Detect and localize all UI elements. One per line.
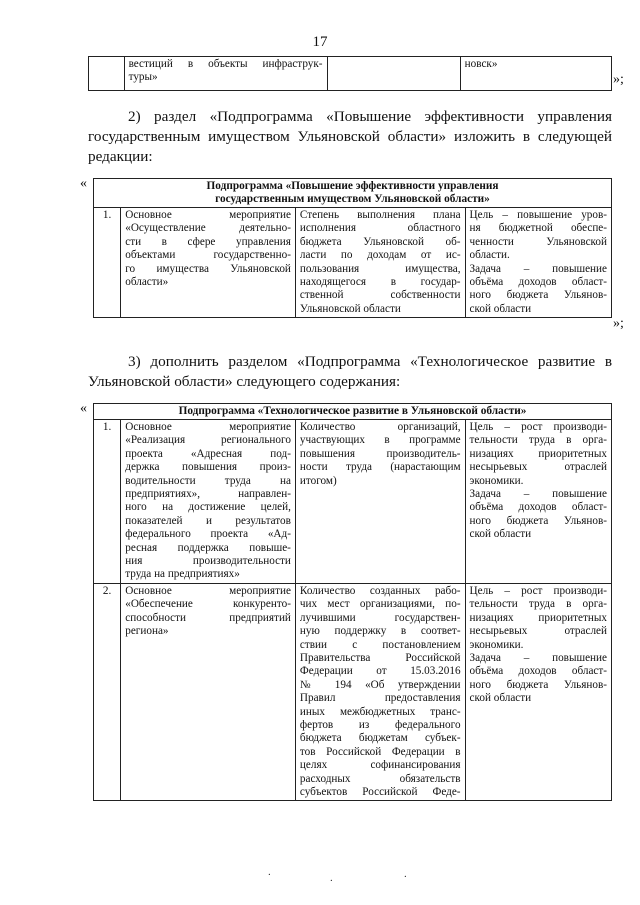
text-line: труда на предприятиях» <box>125 568 240 581</box>
table-cell <box>121 583 296 801</box>
text-line: Правительства Российской <box>299 651 461 664</box>
scan-speck: . <box>268 866 271 878</box>
text-line: фертов из федерального <box>299 718 461 731</box>
text-line: федерального проекта «Ад- <box>125 528 291 541</box>
text-line: ской области <box>469 302 532 315</box>
text-line: Цель – рост производи- <box>469 421 607 433</box>
text-line: Цель – рост производи- <box>469 584 607 597</box>
text-line: «Осуществление деятельно- <box>125 222 291 235</box>
text-line: Задача – повышение <box>469 488 607 501</box>
text-line: несырьевых отраслей <box>469 461 607 474</box>
scan-speck: . <box>404 868 407 880</box>
text-line: низациях приоритетных <box>469 447 607 460</box>
table-cell <box>465 420 611 584</box>
text-line: Основное мероприятие <box>125 584 291 597</box>
text-line: новск» <box>464 58 498 70</box>
text-line: Задача – повышение <box>469 262 607 275</box>
table-cell <box>121 208 296 318</box>
text-line: показателей и результатов <box>125 514 291 527</box>
end-quote: »; <box>613 72 624 87</box>
text-line: итогом) <box>299 474 337 487</box>
text-line: вестиций в объекты инфраструк- <box>128 58 323 70</box>
table-cell <box>465 583 611 801</box>
text-line: ного бюджета Ульянов- <box>469 514 607 527</box>
text-line: иных межбюджетных транс- <box>299 705 461 718</box>
table-cell <box>295 420 465 584</box>
table-2 <box>93 178 612 318</box>
text-line: области. <box>469 249 510 262</box>
text-line: проекта «Адресная под- <box>125 447 291 460</box>
table-title: Подпрограмма «Технологическое развитие в Ульяновской области» <box>94 404 612 420</box>
text-line: тельности труда в орга- <box>469 434 607 447</box>
table-row <box>94 208 612 318</box>
text-line: тов Российской Федерации в <box>299 745 461 758</box>
text-line: ности труда (нарастающим <box>299 461 461 474</box>
row-number: 2. <box>94 583 121 801</box>
text-line: ного на достижение целей, <box>125 501 291 514</box>
table-row <box>94 583 612 801</box>
text-line: Федерации от 15.03.2016 <box>299 665 461 678</box>
text-line: предприятиях», направлен- <box>125 488 291 501</box>
scan-speck: . <box>330 872 333 884</box>
text-line: ласти по доходам от ис- <box>299 249 461 262</box>
text-line: «Обеспечение конкуренто- <box>125 598 291 611</box>
text-line: ствии с постановлением <box>299 638 461 651</box>
text-line: пользования имущества, <box>299 262 461 275</box>
text-line: участвующих в программе <box>299 434 461 447</box>
table-cell <box>295 208 465 318</box>
text-line: Задача – повышение <box>469 651 607 664</box>
text-line: тельности труда в орга- <box>469 598 607 611</box>
text-line: целях софинансирования <box>299 759 461 772</box>
open-quote: « <box>80 176 87 191</box>
text-line: объёма доходов област- <box>469 276 607 289</box>
text-line: Степень выполнения плана <box>299 209 461 221</box>
text-line: несырьевых отраслей <box>469 625 607 638</box>
text-line: расходных обязательств <box>299 772 461 785</box>
text-line: ного бюджета Ульянов- <box>469 678 607 691</box>
title-line: государственным имуществом Ульяновской области» <box>215 193 490 205</box>
text-line: исполнения областного <box>299 222 461 235</box>
text-line: ской области <box>469 528 532 541</box>
paragraph-2: 2) раздел «Подпрограмма «Повышение эффективности управления государственным имуществом Ульяновской области» изложить в следующей редакции: <box>88 108 612 165</box>
text-line: го имущества Ульяновской <box>125 262 291 275</box>
table-cell <box>121 420 296 584</box>
end-quote: »; <box>613 316 624 331</box>
text-line: Количество организаций, <box>299 421 461 433</box>
text-line: экономики. <box>469 474 524 487</box>
table-cell <box>124 57 327 91</box>
text-line: находящегося в государ- <box>299 276 461 289</box>
table-row <box>94 420 612 584</box>
row-number: 1. <box>94 208 121 318</box>
text-line: Количество созданных рабо- <box>299 584 461 597</box>
text-line: бюджета Ульяновской об- <box>299 235 461 248</box>
text-line: ской области <box>469 692 532 705</box>
table-cell <box>327 57 460 91</box>
text-line: ственной собственности <box>299 289 461 302</box>
text-line: туры» <box>128 71 158 84</box>
text-line: ного бюджета Ульянов- <box>469 289 607 302</box>
text-line: низациях приоритетных <box>469 611 607 624</box>
text-line: Цель – повышение уров- <box>469 209 607 221</box>
text-line: бюджета бюджетам субъек- <box>299 732 461 745</box>
text-line: Основное мероприятие <box>125 421 291 433</box>
text-line: ную поддержку в соответ- <box>299 625 461 638</box>
text-line: объёма доходов област- <box>469 501 607 514</box>
text-line: Правил предоставления <box>299 692 461 705</box>
text-line: ресная поддержка повыше- <box>125 541 291 554</box>
text-line: ня бюджетной обеспе- <box>469 222 607 235</box>
text-line: способности предприятий <box>125 611 291 624</box>
table-cell <box>465 208 611 318</box>
text-line: области» <box>125 276 169 289</box>
text-line: Ульяновской области <box>299 302 401 315</box>
table-cell <box>89 57 125 91</box>
text-line: объёма доходов област- <box>469 665 607 678</box>
text-line: объектами государственно- <box>125 249 291 262</box>
text-line: Основное мероприятие <box>125 209 291 221</box>
table-title <box>94 179 612 208</box>
text-line: чих мест организациями, по- <box>299 598 461 611</box>
table-cell <box>460 57 611 91</box>
text-line: лучившими государствен- <box>299 611 461 624</box>
text-line: ченности Ульяновской <box>469 235 607 248</box>
paragraph-3: 3) дополнить разделом «Подпрограмма «Технологическое развитие в Ульяновской области» следующего содержания: <box>88 353 612 390</box>
top-table <box>88 56 612 91</box>
text-line: «Реализация регионального <box>125 434 291 447</box>
text-line: держка повышения произ- <box>125 461 291 474</box>
text-line: водительности труда на <box>125 474 291 487</box>
text-line: региона» <box>125 625 169 638</box>
table-cell <box>295 583 465 801</box>
text-line: субъектов Российской Феде- <box>299 785 461 798</box>
text-line: сти в сфере управления <box>125 235 291 248</box>
text-line: № 194 «Об утверждении <box>299 678 461 691</box>
text-line: ния производительности <box>125 555 291 568</box>
page-number: 17 <box>312 34 328 50</box>
title-line: Подпрограмма «Повышение эффективности управления <box>206 180 499 192</box>
text-line: экономики. <box>469 638 524 651</box>
row-number: 1. <box>94 420 121 584</box>
table-3 <box>93 403 612 801</box>
text-line: повышения производитель- <box>299 447 461 460</box>
open-quote: « <box>80 401 87 416</box>
